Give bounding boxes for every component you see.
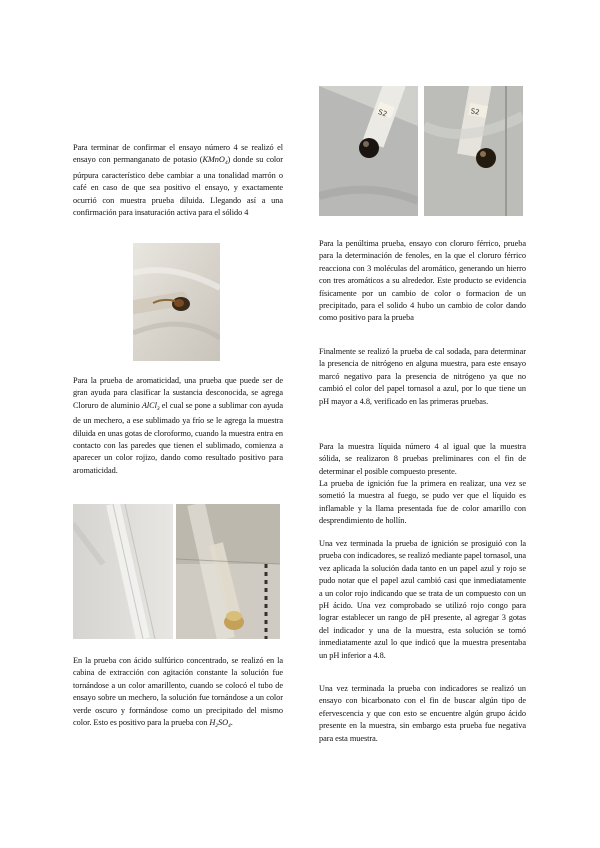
right-paragraph-soda-lime: Finalmente se realizó la prueba de cal sodada, para determinar la presencia de nitrógeno en alguna muestra, para este ensayo marcó negativo para la presencia de nitrógeno ya que no cambió el color del papel tornasol a azul, por lo que tiene un pH mayor a 4.8, verificado en las primeras pruebas. [319,347,526,406]
right-paragraph-ferric-chloride: Para la penúltima prueba, ensayo con cloruro férrico, prueba para la determinación de fenoles, en la que el cloruro férrico reacciona con 3 moléculas del aromático, generando un hierro con tres aromáticos a su alrededor. Este producto se evidencia físicamente por un cambio de color o formacion de un precipitado, para el solido 4 hubo un cambio de color dando como positivo para la prueba [319,239,526,323]
photo-permanganate-test-tube [133,243,220,361]
right-paragraph-liquid-sample: Para la muestra líquida número 4 al igual que la muestra sólida, se realizaron 8 pruebas preliminares con el fin de determinar el posible compuesto presente. [319,442,526,476]
tube-label-right: S2 [470,107,481,117]
right-paragraph-ignition: La prueba de ignición fue la primera en realizar, una vez se sometió la muestra al fuego, se pudo ver que el líquido es inflamable y la llama presentada fue de color amarillo con desprendimiento de hollín. [319,479,526,526]
photo-sulfuric-tube-right [176,504,280,639]
photo-sulfuric-tube-left [73,504,173,639]
formula-kmno4: KMnO$_4$ [202,155,228,167]
right-paragraph-indicators: Una vez terminada la prueba de ignición se prosiguió con la prueba con indicadores, se realizó mediante papel tornasol, una vez aplicada la solución dada tanto en un papel azul y rojo se pudo notar que el papel azul cambió casi que inmediatamente a un color rojo indicando que se trata de un compuesto con un pH ácido. Una vez comprobado se utilizó rojo congo para lograr establecer un rango de pH presente, al agregar 3 gotas del indicador y una de la muestra, esta solución se tornó inmediatamente azul lo que indicó que la muestra presentaba un pH inferior a 4.8. [319,539,526,660]
photo-ferric-chloride-left [319,86,418,216]
right-paragraph-bicarbonate: Una vez terminada la prueba con indicadores se realizó un ensayo con bicarbonato con el fin de buscar algún tipo de efervescencia y que con esto se encuentre algún grupo ácido presente en la muestra, sin embargo esta prueba fue negativa para esta muestra. [319,684,526,743]
formula-h2so4: $H_2SO_4$ [209,718,231,730]
tube-label-left: S2 [376,108,389,119]
left-paragraph-sulfuric: En la prueba con ácido sulfúrico concentrado, se realizó en la cabina de extracción con agitación constante la solución fue tornándose a un color amarillento, cuando se colocó el tubo de ensayo sobre un mechero, la solución fue tornándose a un color verde oscuro y formándose como un precipitado del mismo color. Esto es positivo para la prueba con $H_2SO_4$. [73,656,283,730]
photo-ferric-chloride-right [424,86,523,216]
left-paragraph-aromaticity: Para la prueba de aromaticidad, una prueba que puede ser de gran ayuda para clasificar la sustancia desconocida, se agrega Cloruro de aluminio AlCl$_3$ el cual se pone a sublimar con ayuda de un mechero, a ese sublimado ya frío se le agrega la muestra diluida en unas gotas de cloroformo, cuando la muestra entra en contacto con las paredes que tienen el sublimado, comienza a aparecer un color rojizo, dando como resultado positivo para aromaticidad. [73,376,283,475]
left-paragraph-permanganate: Para terminar de confirmar el ensayo número 4 se realizó el ensayo con permanganato de potasio (KMnO$_4$) donde su color púrpura característico debe cambiar a una tonalidad marrón o café en caso de que sea positivo el ensayo, y exactamente ocurrió con muestra prueba diluida. Llegando así a una confirmación para insaturación activa para el sólido 4 [73,143,283,218]
formula-alcl3: AlCl$_3$ [141,400,160,412]
